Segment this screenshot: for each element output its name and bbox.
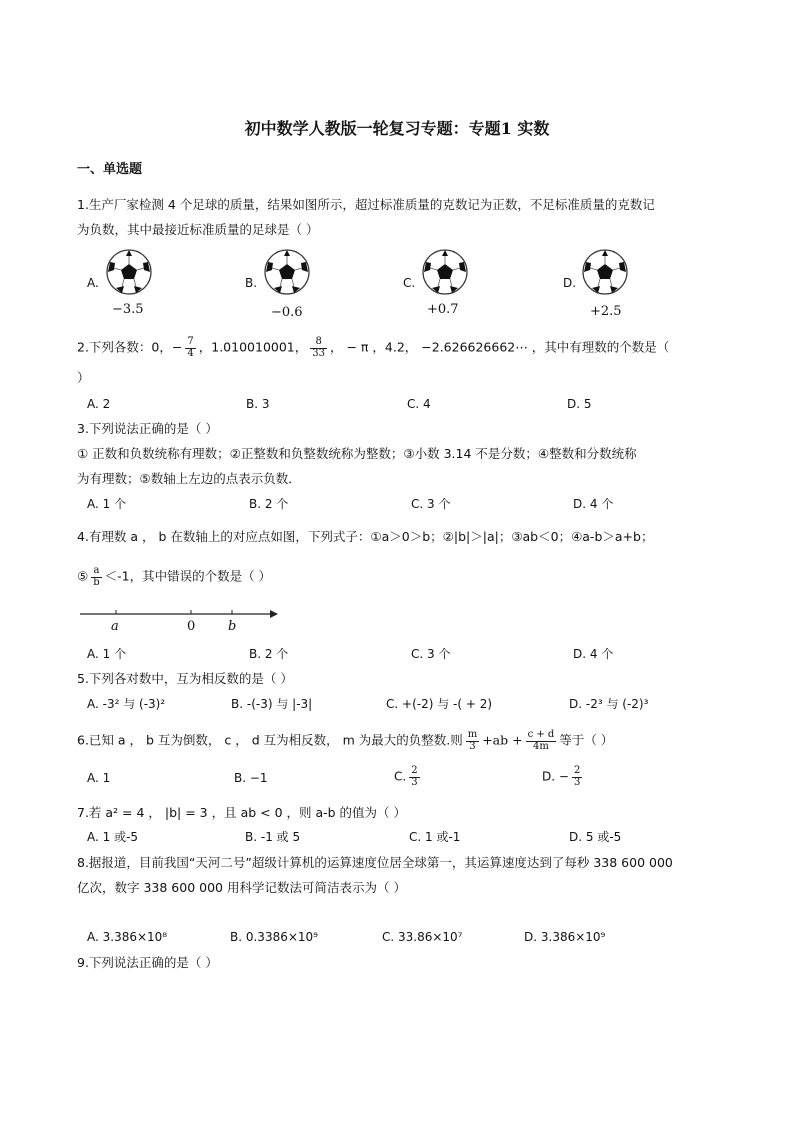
q2-prefix: 2.下列各数：0， (77, 339, 172, 355)
q1-option-c-value: +0.7 (427, 302, 459, 317)
q5-option-b[interactable]: B. -(-3) 与 |-3| (231, 697, 313, 711)
q6-option-c-fraction (409, 766, 419, 788)
q8-option-d[interactable]: D. 3.386×10⁹ (524, 930, 606, 944)
q1-option-c-letter[interactable]: C. (403, 276, 416, 290)
q6-prefix: 6.已知 a ， b 互为倒数， c ， d 互为相反数， m 为最大的负整数.则 (77, 732, 463, 748)
q4-circle-5: ⑤ (77, 568, 89, 584)
q2-option-d[interactable]: D. 5 (567, 397, 592, 411)
q2-option-a[interactable]: A. 2 (87, 397, 111, 411)
q5-option-a[interactable]: A. -3² 与 (-3)² (87, 697, 166, 711)
q4-frac-den: b (93, 576, 100, 588)
q1-option-d-letter[interactable]: D. (563, 276, 577, 290)
q6-optd-num: 2 (573, 765, 581, 776)
q3-option-a[interactable]: A. 1 个 (87, 497, 127, 511)
q1-option-d-value: +2.5 (590, 304, 622, 319)
q8-option-b[interactable]: B. 0.3386×10⁹ (230, 930, 318, 944)
q8-line1: 8.据报道，目前我国“天河二号”超级计算机的运算速度位居全球第一，其运算速度达到了每秒 338 600 000 (77, 855, 673, 870)
q6-frac2-num: c + d (527, 729, 555, 740)
q2-option-b[interactable]: B. 3 (246, 397, 270, 411)
q3-line1: 3.下列说法正确的是（ ） (77, 421, 218, 436)
q3-line3: 为有理数；⑤数轴上左边的点表示负数． (77, 471, 301, 486)
section-heading: 一、单选题 (77, 162, 143, 177)
q2-option-c[interactable]: C. 4 (407, 397, 431, 411)
q6-option-d-fraction (572, 766, 582, 788)
q6-fraction-2 (526, 730, 557, 752)
q6-option-b[interactable]: B. −1 (234, 771, 268, 785)
q4-frac-num: a (91, 566, 101, 578)
q5-option-c[interactable]: C. +(-2) 与 -( + 2) (386, 697, 493, 711)
q5-line1: 5.下列各对数中，互为相反数的是（ ） (77, 671, 293, 686)
q6-option-d-letter: D. − (542, 769, 569, 784)
q6-frac1-num: m (467, 729, 478, 740)
q2-frac1-num: 7 (187, 336, 194, 347)
q4-option-d[interactable]: D. 4 个 (573, 647, 614, 661)
q2-mid2: ， − π ，4.2， −2.626626662⋯ ，其中有理数的个数是（ (330, 339, 670, 355)
q7-option-d[interactable]: D. 5 或-5 (569, 830, 622, 844)
q2-fraction-2 (310, 337, 327, 359)
soccer-ball-icon (418, 248, 472, 296)
q6-option-c[interactable] (394, 766, 423, 788)
q7-line1: 7.若 a² = 4 ， |b| = 3 ，且 ab < 0 ，则 a-b 的值为（ ） (77, 805, 407, 820)
q1-option-b-letter[interactable]: B. (245, 276, 258, 290)
page-title: 初中数学人教版一轮复习专题：专题1 实数 (244, 119, 550, 138)
q5-option-d[interactable]: D. -2³ 与 (-2)³ (569, 697, 649, 711)
q6-optd-den: 3 (573, 776, 581, 788)
q2-line1 (77, 337, 669, 359)
axis-label-a: a (111, 619, 119, 634)
q1-option-a-letter[interactable]: A. (87, 276, 99, 290)
q8-option-c[interactable]: C. 33.86×10⁷ (382, 930, 463, 944)
q3-option-c[interactable]: C. 3 个 (411, 497, 451, 511)
q1-line2: 为负数，其中最接近标准质量的足球是（ ） (77, 222, 319, 237)
q2-frac1-den: 4 (187, 347, 194, 359)
q6-frac2-den: 4m (533, 740, 549, 752)
q2-fraction-1 (185, 337, 195, 359)
q4-line2-rest: ＜-1，其中错误的个数是（ ） (104, 568, 272, 584)
number-line (78, 604, 283, 636)
q2-frac2-num: 8 (310, 337, 327, 349)
arrow-right-icon (270, 610, 278, 618)
q1-line1: 1.生产厂家检测 4 个足球的质量，结果如图所示，超过标准质量的克数记为正数，不足标准质量的克数记 (77, 197, 655, 212)
q6-option-d[interactable] (542, 766, 585, 788)
q2-frac2-den: 33 (312, 347, 325, 359)
q6-suffix: 等于（ ） (559, 732, 614, 748)
soccer-ball-icon (578, 248, 632, 296)
q3-option-b[interactable]: B. 2 个 (249, 497, 289, 511)
q3-option-d[interactable]: D. 4 个 (573, 497, 614, 511)
q3-line2: ① 正数和负数统称有理数；②正整数和负整数统称为整数；③小数 3.14 不是分数；④整数和分数统称 (77, 446, 637, 461)
q1-option-b-value: −0.6 (271, 305, 303, 320)
q6-frac1-den: 3 (469, 740, 476, 752)
q4-line2 (77, 566, 271, 588)
soccer-ball-icon (260, 248, 314, 296)
q4-option-c[interactable]: C. 3 个 (411, 647, 451, 661)
q6-option-c-letter: C. (394, 769, 407, 784)
q7-option-c[interactable]: C. 1 或-1 (409, 830, 461, 844)
q6-option-a[interactable]: A. 1 (87, 771, 111, 785)
q2-line2: ） (77, 370, 90, 385)
axis-label-b: b (228, 619, 237, 634)
q8-option-a[interactable]: A. 3.386×10⁸ (87, 930, 168, 944)
soccer-ball-icon (102, 248, 156, 296)
axis-label-0: 0 (187, 619, 196, 634)
q6-optc-den: 3 (411, 776, 418, 788)
q6-optc-num: 2 (411, 765, 418, 776)
q2-frac1-sign: − (171, 339, 183, 355)
q4-option-a[interactable]: A. 1 个 (87, 647, 127, 661)
q4-fraction (91, 566, 101, 588)
q9-line1: 9.下列说法正确的是（ ） (77, 955, 218, 970)
q6-fraction-1 (466, 730, 479, 752)
q2-mid1: ，1.010010001， (198, 339, 308, 355)
q8-line2: 亿次，数字 338 600 000 用科学记数法可简洁表示为（ ） (77, 880, 406, 895)
q7-option-a[interactable]: A. 1 或-5 (87, 830, 139, 844)
q6-mid: +ab + (482, 732, 523, 748)
q6-line1 (77, 730, 613, 752)
q7-option-b[interactable]: B. -1 或 5 (245, 830, 301, 844)
q4-option-b[interactable]: B. 2 个 (249, 647, 289, 661)
q4-line1: 4.有理数 a ， b 在数轴上的对应点如图，下列式子：①a＞0＞b；②|b|＞|a|；③ab＜0；④a-b＞a+b； (77, 529, 654, 544)
q1-option-a-value: −3.5 (112, 302, 144, 317)
